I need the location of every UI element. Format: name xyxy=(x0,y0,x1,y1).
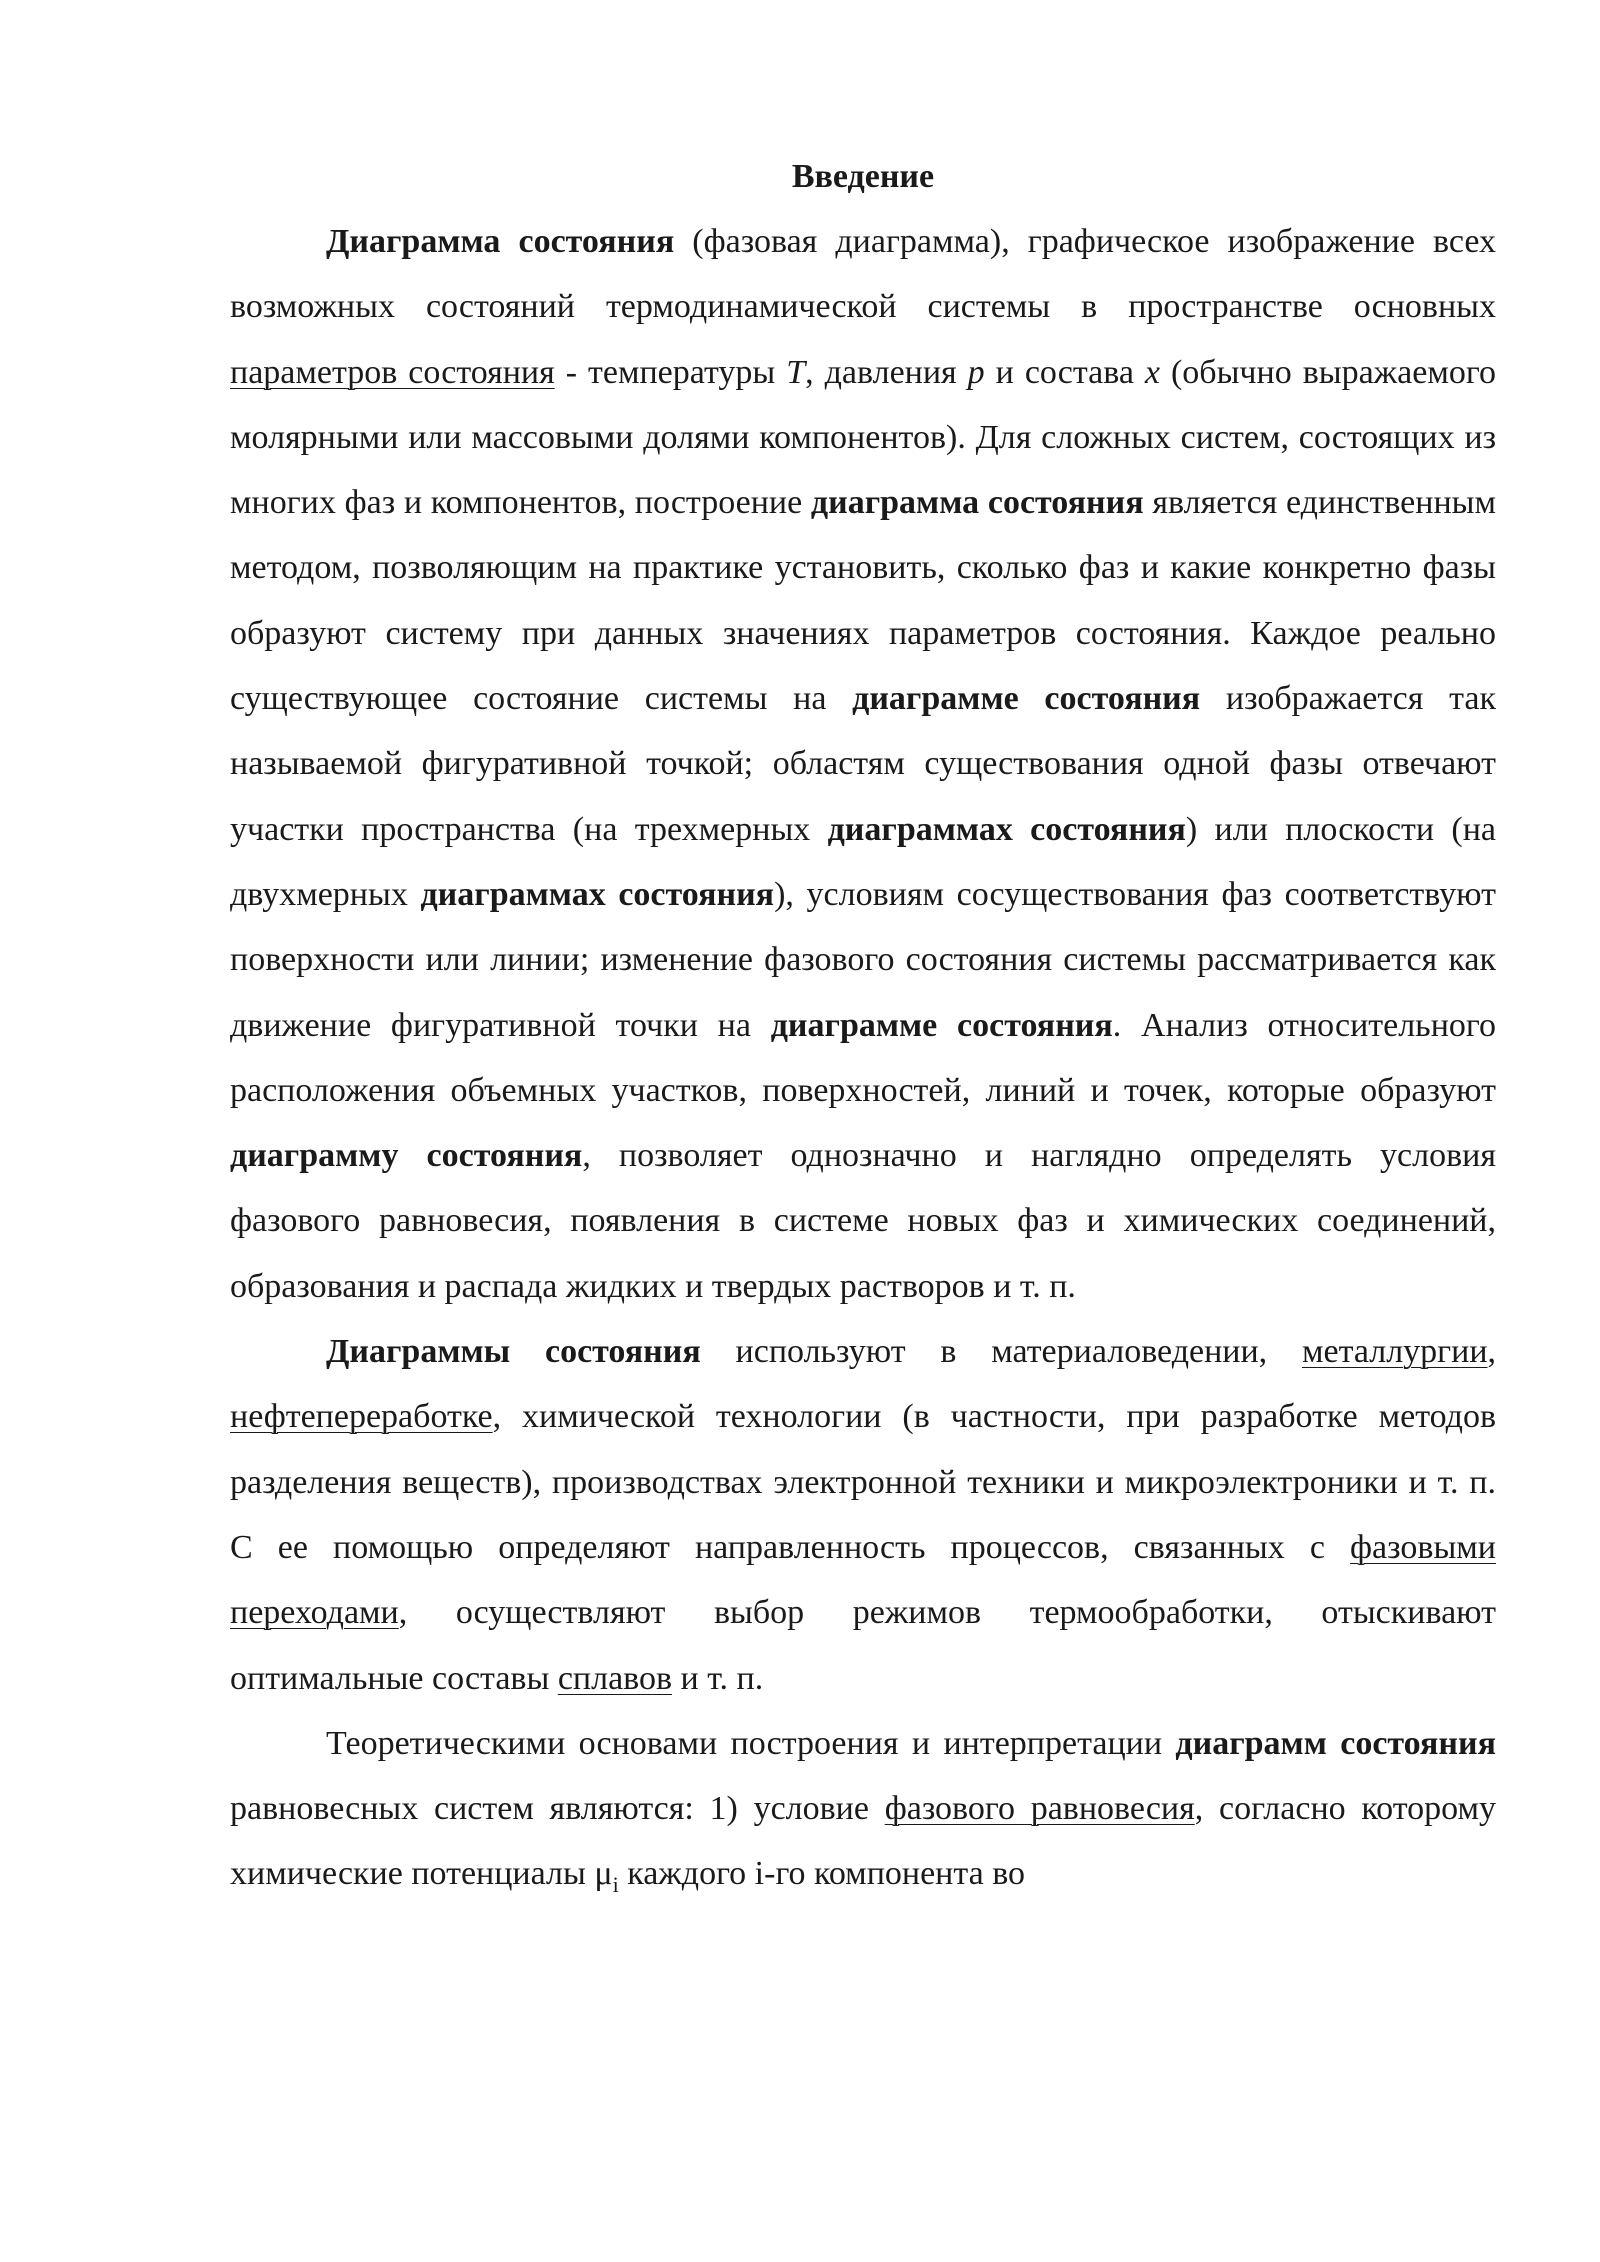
symbol-pressure: p xyxy=(967,353,985,391)
link-phase-equilibrium[interactable]: фазового равновесия xyxy=(884,1790,1195,1828)
bold-term: диаграммах состояния xyxy=(827,810,1186,848)
link-metallurgy[interactable]: металлургии xyxy=(1301,1333,1488,1371)
paragraph-2: Диаграммы состояния используют в материаловедении, металлургии, нефтепереработке, химической технологии (в частности, при разработке методов разделения веществ), производствах электронной техники и микроэлектроники и т. п. С ее помощью определяют направленность процессов, связанных с фазовыми переходами, осуществляют выбор режимов термообработки, отыскивают оптимальные составы сплавов и т. п. xyxy=(230,1333,1497,1697)
document-body xyxy=(230,144,1496,1918)
section-title: Введение xyxy=(791,158,935,195)
link-state-parameters[interactable]: параметров состояния xyxy=(230,353,555,391)
subscript-i: i xyxy=(612,1872,619,1898)
symbol-composition: x xyxy=(1144,353,1160,391)
bold-term: диаграмм состояния xyxy=(1175,1724,1496,1762)
symbol-temperature: T xyxy=(786,353,806,391)
link-phase-transitions[interactable]: фазовыми переходами xyxy=(230,1528,1496,1632)
bold-term: диаграммах состояния xyxy=(420,875,775,913)
link-alloys[interactable]: сплавов xyxy=(557,1659,673,1697)
bold-term: диаграмме состояния xyxy=(852,680,1201,718)
bold-term: Диаграмма состояния xyxy=(326,223,675,260)
paragraph-1: Диаграмма состояния (фазовая диаграмма), графическое изображение всех возможных состояний термодинамической системы в пространстве основных параметров состояния - температуры T, давления p и состава x (обычно выражаемого молярными или массовыми долями компонентов). Для сложных систем, состоящих из многих фаз и компонентов, построение диаграмма состояния является единственным методом, позволяющим на практике установить, сколько фаз и какие конкретно фазы образуют систему при данных значениях параметров состояния. Каждое реально существующее состояние системы на диаграмме состояния изображается так называемой фигуративной точкой; областям существования одной фазы отвечают участки пространства (на трехмерных диаграммах состояния) или плоскости (на двухмерных диаграммах состояния), условиям сосуществования фаз соответствуют поверхности или линии; изменение фазового состояния системы рассматривается как движение фигуративной точки на диаграмме состояния. Анализ относительного расположения объемных участков, поверхностей, линий и точек, которые образуют диаграмму состояния, позволяет однозначно и наглядно определять условия фазового равновесия, появления в системе новых фаз и химических соединений, образования и распада жидких и твердых растворов и т. п. xyxy=(230,223,1497,1305)
link-oil-refining[interactable]: нефтепереработке xyxy=(230,1398,493,1436)
bold-term: Диаграммы состояния xyxy=(326,1333,701,1371)
bold-term: диаграмма состояния xyxy=(810,484,1144,522)
bold-term: диаграмме состояния xyxy=(770,1006,1113,1044)
paragraph-3: Теоретическими основами построения и интерпретации диаграмм состояния равновесных систем являются: 1) условие фазового равновесия, согласно которому химические потенциалы $\mu_i$ каждого i-го компонента во xyxy=(230,1724,1496,1898)
bold-term: диаграмму состояния xyxy=(230,1137,583,1175)
